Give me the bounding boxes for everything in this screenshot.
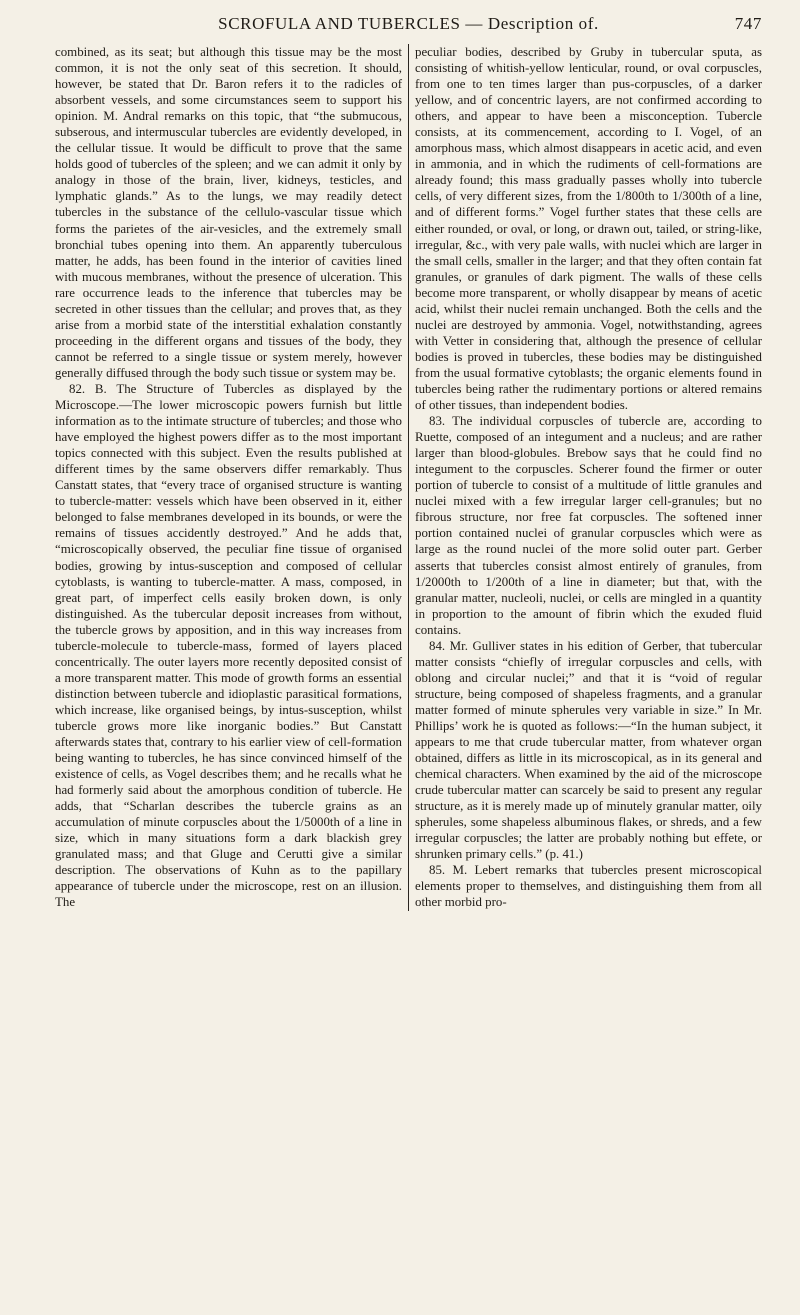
paragraph: 82. B. The Structure of Tubercles as displayed by the Microscope.—The lower microscopic powers furnish but little information as to the intimate structure of tubercles; and those who have employed the highest powers differ as to the most important topics connected with this subject. Even the results published at different times by the same observers differ remarkably. Thus Canstatt states, that “every trace of organised structure is wanting to tubercle-matter: vessels which have been observed in it, either belonged to false membranes developed in its bounds, or were the remains of tissues accidently destroyed.” And he adds that, “microscopically observed, the peculiar fine tissue of organised bodies, growing by intus-susception and composed of cellular cytoblasts, is wanting to tubercle-matter. A mass, composed, in great part, of imperfect cells easily broken down, is only distinguished. As the tubercular deposit increases from without, the tubercle grows by apposition, and in this way increases from tubercle-molecule to tubercle-mass, formed of layers placed concentrically. The outer layers more recently deposited consist of a more transparent matter. This mode of growth forms an essential distinction between tubercle and idioplastic parasitical formations, which increase, like organised beings, by intus-susception, whilst tubercle grows more like inorganic bodies.” But Canstatt afterwards states that, contrary to his earlier view of cell-formation being wanting to tubercles, he has since convinced himself of the existence of cells, as Vogel describes them; and he recalls what he had formerly said about the amorphous condition of tubercle. He adds, that “Scharlan describes the tubercle grains as an accumulation of minute corpuscles about the 1/5000th of a line in size, which in many situations form a dark blackish grey granulated mass; and that Gluge and Cerutti give a similar description. The observations of Kuhn as to the papillary appearance of tubercle under the microscope, rest on an illusion. The bbox=[55, 381, 402, 910]
right-column bbox=[408, 44, 762, 911]
page-title: SCROFULA AND TUBERCLES — Description of. bbox=[218, 14, 599, 33]
left-column bbox=[55, 44, 408, 911]
running-header bbox=[55, 12, 762, 36]
paragraph: 83. The individual corpuscles of tubercle are, according to Ruette, composed of an integument and a nucleus; and are rather larger than blood-globules. Brebow says that he could find no integument to the corpuscles. Scherer found the firmer or outer portion of tubercle to consist of a multitude of little granules and nuclei mixed with a few irregular larger cell-granules; but no fibrous structure, nor free fat corpuscles. The softened inner portion contained nuclei of granular corpuscles which were as large as the round nuclei of the more solid outer part. Gerber asserts that tubercles consist almost entirely of granules, from 1/2000th to 1/200th of a line in diameter; but that, with the granular matter, nucleoli, nuclei, or cells are mingled in a quantity in proportion to the amount of fibrin which the exuded fluid contains. bbox=[415, 414, 762, 637]
paragraph: combined, as its seat; but although this tissue may be the most common, it is not the only seat of this secretion. It should, however, be stated that Dr. Baron refers it to the radicles of absorbent vessels, and some circumstances seem to support his opinion. M. Andral remarks on this topic, that “the submucous, subserous, and intermuscular tubercles are evidently developed, in the cellular tissue. It would be difficult to prove that the same holds good of tubercles of the spleen; and we can admit it only by analogy in those of the brain, liver, kidneys, testicles, and lymphatic glands.” As to the lungs, we may readily detect tubercles in the substance of the cellulo-vascular tissue which forms the parietes of the air-vesicles, and the extremely small bronchial tubes opening into them. An apparently tuberculous matter, he adds, has been found in the interior of cavities lined with mucous membranes, without the presence of ulceration. This rare occurrence leads to the inference that tubercles may be secreted in other tissues than the cellular; and proves that, as they arise from a morbid state of the interstitial exhalation constantly proceeding in the different organs and tissues of the body, they cannot be referred to a single tissue or system merely, however generally diffused through the body such tissue or system may be. bbox=[55, 45, 402, 380]
page-number: 747 bbox=[734, 14, 762, 33]
paragraph: peculiar bodies, described by Gruby in tubercular sputa, as consisting of whitish-yellow lenticular, round, or oval corpuscles, from one to ten times larger than pus-corpuscles, of a darker yellow, and of concentric layers, are not confirmed according to others, and appear to have been a misconception. Tubercle consists, at its commencement, according to I. Vogel, of an amorphous mass, which almost disappears in acetic acid, and even in ammonia, and in which the rudiments of cell-formations are already found; this mass gradually passes wholly into tubercle cells, of very different sizes, from the 1/800th to 1/300th of a line, and of different forms.” Vogel further states that these cells are either rounded, or oval, or long, or drawn out, tailed, or string-like, irregular, &c., with very pale walls, with nuclei which are larger in the small cells, smaller in the larger; and that they often contain fat granules, or granules of dark pigment. The walls of these cells become more transparent, or wholly disappear by means of acetic acid, whilst their nuclei remain unchanged. Both the cells and the nuclei are destroyed by ammonia. Vogel, notwithstanding, agrees with Vetter in considering that, although the presence of cellular bodies is proved in tubercles, these bodies may be distinguished from the usual formative cytoblasts; the organic elements found in tubercles being rather the rudimentary portions or altered remains of other tissues, than independent bodies. bbox=[415, 45, 762, 413]
paragraph: 85. M. Lebert remarks that tubercles present microscopical elements proper to themselves, and distinguishing them from all other morbid pro- bbox=[415, 863, 762, 910]
text-columns bbox=[55, 44, 762, 911]
paragraph: 84. Mr. Gulliver states in his edition of Gerber, that tubercular matter consists “chiefly of irregular corpuscles and cells, with oblong and circular nuclei;” and that it is “void of regular structure, being composed of shapeless fragments, and a granular matter formed of minute spherules very variable in size.” In Mr. Phillips’ work he is quoted as follows:—“In the human subject, it appears to me that crude tubercular matter, from whatever organ obtained, differs as little in its microscopical, as in its general and chemical characters. When examined by the aid of the microscope crude tubercular matter can scarcely be said to present any regular structure, as it is merely made up of minutely granular matter, oily spherules, some shapeless albuminous flakes, or shreds, and a few irregular corpuscles; the latter are probably nothing but effete, or shrunken primary cells.” (p. 41.) bbox=[415, 638, 762, 862]
